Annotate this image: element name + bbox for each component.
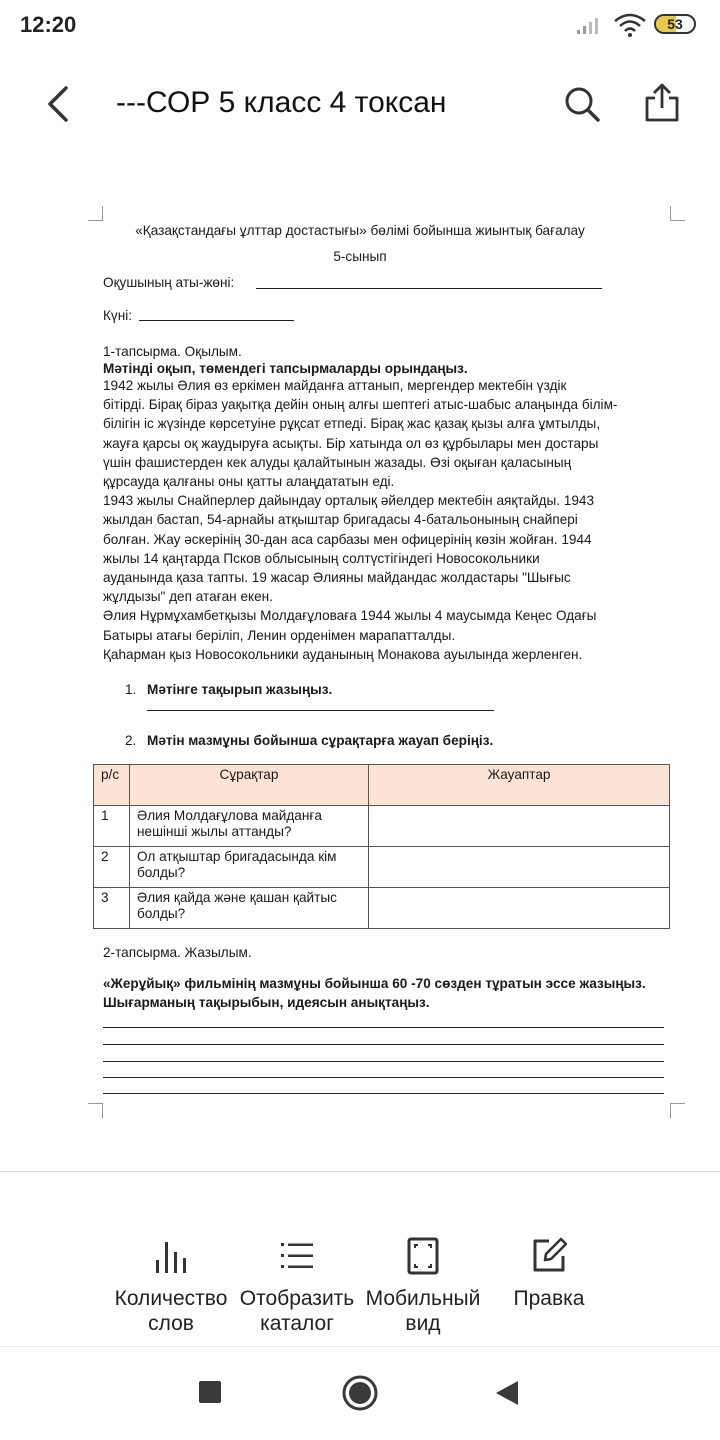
- doc-heading: «Қазақстандағы ұлттар достастығы» бөлімі бойынша жиынтық бағалау: [135, 223, 585, 238]
- battery-indicator: [654, 14, 696, 34]
- question-text: болды?: [137, 865, 186, 880]
- essay-line: [103, 1044, 664, 1045]
- status-bar: [0, 0, 720, 52]
- mobile-view-label: Мобильный вид: [365, 1287, 481, 1335]
- table-row: [94, 806, 670, 847]
- reading-passage: [103, 376, 663, 664]
- passage-line: жылы 14 қаңтарда Псков облысының солтүстігіндегі Новосокольники: [103, 550, 540, 566]
- doc-grade: 5-сынып: [333, 249, 387, 264]
- essay-line: [103, 1077, 664, 1078]
- page-corner-mark: [670, 206, 685, 221]
- list-icon: [279, 1236, 315, 1276]
- task1-instruction: Мәтінді оқып, төмендегі тапсырмаларды орындаңыз.: [103, 361, 468, 376]
- passage-line: білігін іс жүзінде көрсетуіне рұқсат етпеді. Бірақ жас қазақ қызы алға ұмтылды,: [103, 416, 601, 432]
- passage-line: Қаһарман қыз Новосокольники ауданының Монакова ауылында жерленген.: [103, 646, 583, 662]
- row-number: 2: [94, 847, 130, 888]
- question-1-blank: [147, 710, 494, 711]
- question-1: Мәтінге тақырып жазыңыз.: [147, 682, 333, 697]
- question-1-number: 1.: [125, 682, 137, 697]
- edit-label: Правка: [513, 1287, 585, 1310]
- passage-line: 1943 жылы Снайперлер дайындау орталық әйелдер мектебін аяқтайды. 1943: [103, 493, 595, 509]
- passage-line: 1942 жылы Әлия өз еркімен майданға аттанып, мергендер мектебін үздік: [103, 378, 567, 393]
- search-icon[interactable]: [562, 84, 602, 124]
- edit-button[interactable]: [484, 1236, 614, 1311]
- answer-cell[interactable]: [369, 806, 670, 847]
- task2-instruction: «Жерұйық» фильмінің мазмұны бойынша 60 -70 сөзден тұратын эссе жазыңыз.: [103, 976, 646, 991]
- student-name-blank: [256, 288, 602, 289]
- status-time: 12:20: [20, 12, 77, 37]
- table-row: [94, 888, 670, 929]
- battery-level: 53: [667, 16, 683, 32]
- bar-chart-icon: [153, 1236, 189, 1276]
- signal-icon: [576, 15, 604, 35]
- date-blank: [139, 320, 294, 321]
- essay-line: [103, 1093, 664, 1094]
- column-header-answers: Жауаптар: [369, 765, 670, 806]
- passage-line: болған. Жау әскерінің 30-дан аса сарбазы мен офицерінің көзін жойған. 1944: [103, 531, 592, 547]
- task2-instruction-2: Шығарманың тақырыбын, идеясын анықтаңыз.: [103, 995, 430, 1010]
- page-corner-mark: [88, 1103, 103, 1118]
- mobile-view-icon: [405, 1236, 441, 1276]
- question-text: нешінші жылы аттанды?: [137, 824, 292, 839]
- document-page[interactable]: [0, 200, 720, 1130]
- column-header-num: р/с: [94, 765, 130, 806]
- mobile-view-button[interactable]: [358, 1236, 488, 1336]
- passage-line: бітірді. Бірақ біраз уақытқа дейін оның алғы шептегі атыс-шабыс алаңында білім-: [103, 397, 618, 413]
- page-corner-mark: [88, 206, 103, 221]
- wifi-icon: [613, 13, 647, 37]
- show-catalog-button[interactable]: [232, 1236, 362, 1336]
- questions-table: [93, 764, 670, 929]
- toolbar-divider: [0, 1171, 720, 1172]
- answer-cell[interactable]: [369, 847, 670, 888]
- question-text: Әлия Молдағұлова майданға: [137, 808, 322, 823]
- question-text: Ол атқыштар бригадасында кім: [137, 849, 337, 864]
- question-cell: [130, 888, 369, 929]
- document-title: ---СОР 5 класс 4 токсан: [116, 86, 447, 119]
- question-2-number: 2.: [125, 733, 137, 748]
- passage-line: жауға қарсы оқ жаудыруға асықты. Бір хатында ол өз құрбылары мен достары: [103, 435, 599, 451]
- row-number: 3: [94, 888, 130, 929]
- back-arrow-icon[interactable]: [40, 84, 76, 124]
- back-nav-icon[interactable]: [494, 1379, 520, 1407]
- row-number: 1: [94, 806, 130, 847]
- answer-cell[interactable]: [369, 888, 670, 929]
- passage-line: үшін фашистерден кек алуды қалайтынын жазады. Өзі оқыған қаласының: [103, 454, 572, 470]
- passage-line: Батыры атағы беріліп, Ленин орденімен марапатталды.: [103, 627, 456, 643]
- passage-line: жұлдызы" деп атаған екен.: [103, 589, 273, 605]
- task1-title: 1-тапсырма. Оқылым.: [103, 344, 242, 359]
- catalog-label: Отобразить каталог: [239, 1287, 355, 1335]
- recent-apps-icon[interactable]: [199, 1381, 221, 1403]
- word-count-button[interactable]: [106, 1236, 236, 1336]
- table-row: [94, 847, 670, 888]
- edit-icon: [531, 1236, 567, 1276]
- question-cell: [130, 847, 369, 888]
- passage-line: ауданында қаза тапты. 19 жасар Әлияны майдандас жолдастары "Шығыс: [103, 570, 571, 586]
- column-header-questions: Сұрақтар: [130, 765, 369, 806]
- essay-line: [103, 1061, 664, 1062]
- question-text: болды?: [137, 906, 186, 921]
- passage-line: құрсауда қалғаны оны қатты алаңдататын еді.: [103, 474, 395, 490]
- question-text: Әлия қайда және қашан қайтыс: [137, 890, 337, 905]
- question-2: Мәтін мазмұны бойынша сұрақтарға жауап беріңіз.: [147, 733, 494, 748]
- passage-line: жылдан бастап, 54-арнайы атқыштар бригадасы 4-батальонының снайпері: [103, 512, 578, 528]
- table-header-row: [94, 765, 670, 806]
- passage-line: Әлия Нұрмұхамбетқызы Молдағұловаға 1944 жылы 4 маусымда Кеңес Одағы: [103, 608, 597, 624]
- student-name-label: Оқушының аты-жөні:: [103, 275, 235, 290]
- task2-title: 2-тапсырма. Жазылым.: [103, 945, 252, 960]
- essay-line: [103, 1027, 664, 1028]
- word-count-label: Количество слов: [114, 1287, 228, 1335]
- share-icon[interactable]: [642, 82, 682, 124]
- page-corner-mark: [670, 1103, 685, 1118]
- navbar-divider: [0, 1346, 720, 1347]
- date-label: Күні:: [103, 308, 133, 323]
- question-cell: [130, 806, 369, 847]
- home-icon[interactable]: [341, 1374, 379, 1412]
